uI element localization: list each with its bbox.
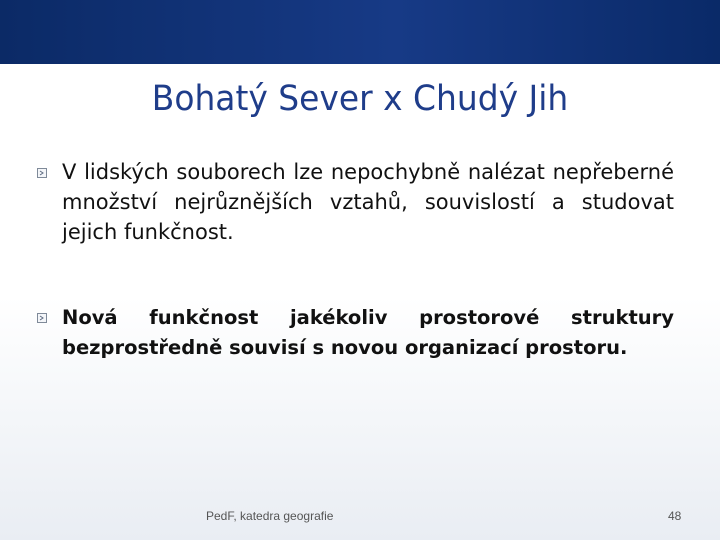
bullet-text-1: V lidských souborech lze nepochybně nalézat nepřeberné množství nejrůznějších vztahů, souvislostí a studovat jejich funkčnost. <box>62 160 674 244</box>
square-bullet-icon <box>37 168 47 178</box>
page-number: 48 <box>668 509 682 523</box>
header-band <box>0 0 720 64</box>
bullet-text-2: Nová funkčnost jakékoliv prostorové struktury bezprostředně souvisí s novou organizací prostoru. <box>62 306 674 359</box>
square-bullet-icon <box>37 313 47 323</box>
slide-title: Bohatý Sever x Chudý Jih <box>151 79 569 119</box>
footer-text: PedF, katedra geografie <box>206 509 334 523</box>
